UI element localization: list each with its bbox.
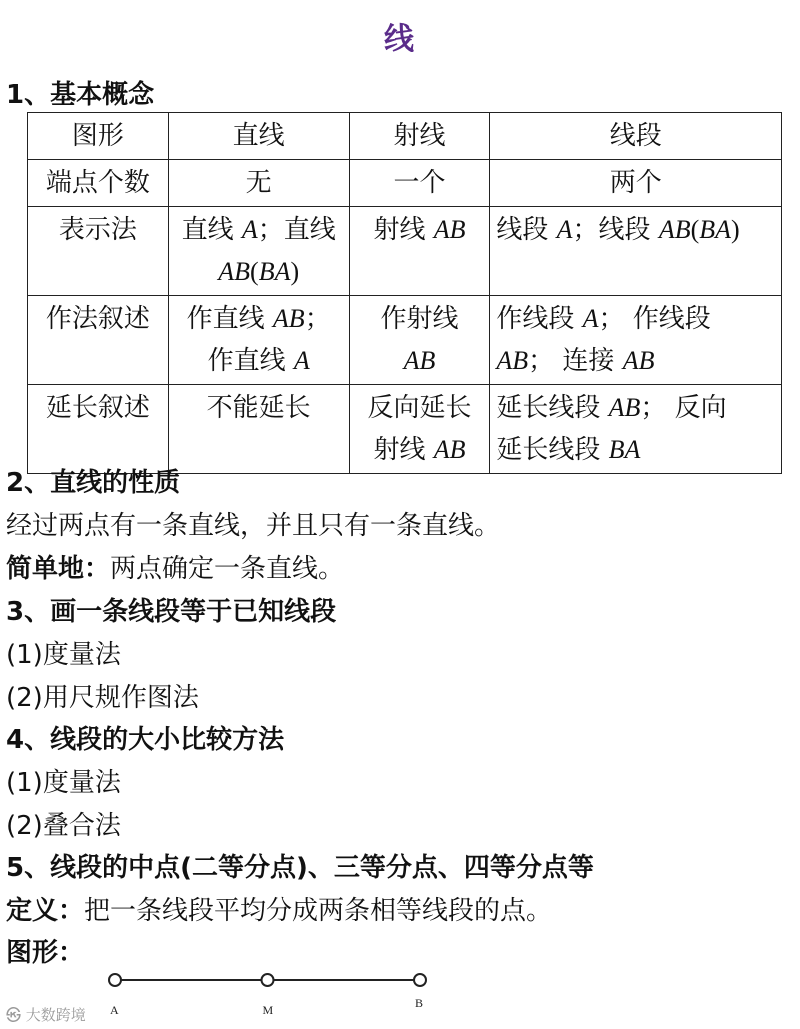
concepts-table — [27, 112, 782, 474]
row-label: 端点个数 — [28, 160, 169, 207]
table-row-extension — [28, 385, 782, 474]
cell-line-notation — [168, 207, 349, 296]
row-label: 表示法 — [28, 207, 169, 296]
list-item: (2)用尺规作图法 — [6, 683, 199, 713]
math-paren: ( — [690, 215, 700, 244]
math-symbol: BA — [699, 215, 732, 244]
math-symbol: A — [241, 215, 258, 244]
section3-heading: 3、画一条线段等于已知线段 — [6, 597, 337, 627]
point-label-M: M — [262, 1003, 274, 1017]
cell-text: 作射线 — [380, 304, 459, 334]
table-row-notation — [28, 207, 782, 296]
point-label-B: B — [415, 996, 424, 1010]
list-item: (1)度量法 — [6, 640, 121, 670]
cell-text: ；线段 — [572, 215, 659, 245]
cell-segment-notation — [490, 207, 782, 296]
math-symbol: AB — [622, 346, 655, 375]
cell-ray-notation — [349, 207, 490, 296]
figure-label: 图形： — [6, 938, 85, 968]
cell-text: ； 反向 — [640, 393, 727, 423]
cell-segment-endpoints: 两个 — [490, 160, 782, 207]
cell-ray-endpoints: 一个 — [349, 160, 490, 207]
table-header-cell: 射线 — [349, 113, 490, 160]
cell-text: ； 作线段 — [598, 304, 711, 334]
watermark-text: 大数跨境 — [25, 1006, 86, 1024]
list-item: (1)度量法 — [6, 768, 121, 798]
segment-midpoint-figure — [0, 960, 800, 1029]
page-title: 线 — [384, 22, 416, 57]
cell-text: 延长线段 — [496, 435, 609, 465]
math-symbol: AB — [218, 257, 251, 286]
section2-heading: 2、直线的性质 — [6, 468, 181, 498]
watermark-icon: ㉿ — [6, 1006, 22, 1024]
section2-text: 经过两点有一条直线，并且只有一条直线。 — [6, 511, 501, 541]
math-symbol: BA — [258, 257, 291, 286]
cell-text: 线段 — [496, 215, 557, 245]
table-row-endpoints — [28, 160, 782, 207]
math-symbol: AB — [433, 435, 466, 464]
cell-text: 射线 — [373, 435, 434, 465]
cell-line-endpoints: 无 — [168, 160, 349, 207]
table-header-row — [28, 113, 782, 160]
cell-text: ；直线 — [257, 215, 336, 245]
math-symbol: AB — [433, 215, 466, 244]
math-symbol: A — [556, 215, 573, 244]
cell-text: ； — [304, 304, 331, 334]
math-paren: ) — [731, 215, 740, 244]
math-symbol: AB — [608, 393, 641, 422]
cell-segment-extension — [490, 385, 782, 474]
section1-heading: 1、基本概念 — [6, 80, 155, 110]
row-label: 延长叙述 — [28, 385, 169, 474]
cell-text: 作线段 — [496, 304, 583, 334]
point-A — [109, 974, 121, 986]
point-label-A: A — [110, 1003, 119, 1017]
cell-text: 作直线 — [207, 346, 294, 376]
row-label: 作法叙述 — [28, 296, 169, 385]
math-symbol: A — [293, 346, 310, 375]
table-header-cell: 图形 — [28, 113, 169, 160]
math-symbol: AB — [658, 215, 691, 244]
simple-label: 简单地： — [6, 554, 111, 584]
cell-ray-construction — [349, 296, 490, 385]
definition-text: 把一条线段平均分成两条相等线段的点。 — [84, 896, 553, 926]
math-symbol: BA — [608, 435, 641, 464]
list-item: (2)叠合法 — [6, 811, 121, 841]
cell-text: ； 连接 — [528, 346, 623, 376]
cell-text: 直线 — [181, 215, 242, 245]
math-symbol: A — [582, 304, 599, 333]
section5-definition — [6, 890, 552, 927]
table-row-construction — [28, 296, 782, 385]
cell-segment-construction — [490, 296, 782, 385]
math-symbol: AB — [403, 346, 436, 375]
math-paren: ) — [290, 257, 300, 286]
math-paren: ( — [250, 257, 259, 286]
math-symbol: AB — [272, 304, 305, 333]
cell-text: 延长线段 — [496, 393, 609, 423]
table-header-cell: 线段 — [490, 113, 782, 160]
math-symbol: AB — [496, 346, 529, 375]
table-header-cell: 直线 — [168, 113, 349, 160]
cell-text: 作直线 — [186, 304, 273, 334]
cell-text: 反向延长 — [367, 393, 472, 423]
section4-heading: 4、线段的大小比较方法 — [6, 725, 285, 755]
watermark — [6, 1004, 86, 1025]
section5-heading: 5、线段的中点(二等分点)、三等分点、四等分点等 — [6, 853, 594, 883]
cell-ray-extension — [349, 385, 490, 474]
cell-line-construction — [168, 296, 349, 385]
section2-simple — [6, 548, 344, 585]
point-M — [262, 974, 274, 986]
cell-line-extension: 不能延长 — [168, 385, 349, 474]
cell-text: 射线 — [373, 215, 434, 245]
point-B — [414, 974, 426, 986]
definition-label: 定义： — [6, 896, 85, 926]
simple-text: 两点确定一条直线。 — [110, 554, 345, 584]
